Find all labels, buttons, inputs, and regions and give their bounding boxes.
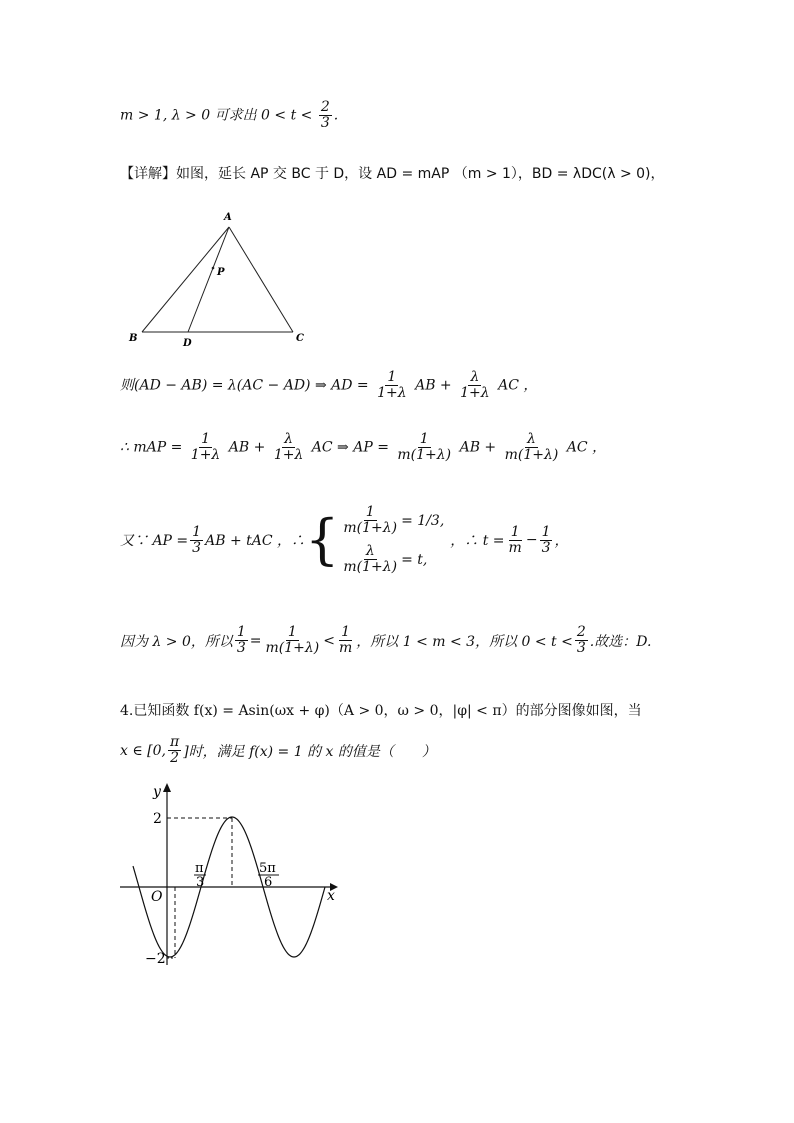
y-max-label: 2	[153, 811, 162, 827]
fraction: $\frac{1}{3}$	[192, 523, 202, 556]
y-min-label: −2	[145, 951, 166, 967]
line-3: 则(AD − AB) = λ(AC − AD) ⇒ AD = $\frac{1}{1+\lambda}$ AB + $\frac{\lambda}{1+\lambda}$ AC ，	[120, 369, 538, 401]
fraction: $\frac{2}{3}$	[320, 99, 330, 131]
fraction: $\frac{\lambda}{1+\lambda}$	[460, 369, 490, 401]
fraction: $\frac{1}{m}$	[508, 523, 522, 556]
label-d: D	[183, 338, 192, 349]
fraction: $\frac{1}{1+\lambda}$	[377, 369, 407, 401]
y-axis-arrow	[163, 783, 171, 792]
question-4-line-2: x ∈ [0, $\frac{\pi}{2}$ ]时，满足 f(x) = 1 的 x 的值是（ ）	[120, 734, 436, 766]
line-5: 又∵ AP = $\frac{1}{3}$ AB + tAC ，∴ { $\frac{1}{m(1+\lambda)}$ = 1/3, $\frac{\lambda}{m(1+\lambda)}$ = t, ，∴ t = $\frac{1}{m}$ − $\frac{1}{3}$ ，	[120, 504, 569, 575]
fraction: $\frac{\lambda}{1+\lambda}$	[273, 431, 304, 463]
tick-5pi-6-num: 5π	[259, 861, 276, 876]
line-2: 【详解】如图，延长 AP 交 BC 于 D，设 AD = mAP （m > 1），BD = λDC(λ > 0)，	[120, 166, 665, 182]
side-ab	[142, 227, 229, 332]
y-axis-label: y	[153, 784, 161, 800]
fraction: $\frac{\lambda}{m(1+\lambda)}$	[504, 431, 559, 463]
tick-pi-3-den: 3	[196, 875, 205, 890]
tick-5pi-6-den: 6	[264, 875, 273, 890]
origin-label: O	[151, 889, 163, 905]
line-1: m > 1, λ > 0 可求出 0 < t < $\frac{2}{3}$ .	[120, 99, 339, 131]
fraction: $\frac{1}{m(1+\lambda)}$	[397, 431, 452, 463]
label-c: C	[296, 333, 304, 344]
triangle-figure	[120, 205, 320, 350]
question-4-line-1: 4.已知函数 f(x) = Asin(ωx + φ)（A > 0，ω > 0，|φ| < π）的部分图像如图，当	[120, 703, 642, 719]
segment-ad	[188, 227, 229, 332]
line-1-text: m > 1, λ > 0 可求出 0 < t <	[120, 107, 313, 124]
sine-graph	[115, 780, 355, 970]
label-a: A	[224, 212, 232, 223]
tick-pi-3-num: π	[195, 861, 204, 876]
line-4: ∴ mAP = $\frac{1}{1+\lambda}$ AB + $\frac{\lambda}{1+\lambda}$ AC ⇒ AP = $\frac{1}{m(1+\lambda)}$ AB + $\frac{\lambda}{m(1+\lambda)}$ AC ，	[120, 431, 607, 463]
fraction: $\frac{1}{3}$	[541, 523, 551, 556]
equation-system: $\frac{1}{m(1+\lambda)}$ = 1/3, $\frac{\lambda}{m(1+\lambda)}$ = t,	[343, 504, 445, 575]
label-p: P	[217, 267, 225, 278]
fraction: $\frac{1}{1+\lambda}$	[190, 431, 221, 463]
point-p	[212, 267, 215, 270]
side-ac	[229, 227, 293, 332]
line-6: 因为 λ > 0，所以 $\frac{1}{3}$ = $\frac{1}{m(1+\lambda)}$ < $\frac{1}{m}$ ，所以 1 < m < 3，所以 0 < t < $\frac{2}{3}$ .故选：D.	[120, 624, 652, 656]
system-brace: {	[305, 508, 340, 571]
label-b: B	[129, 333, 138, 344]
x-axis-label: x	[327, 888, 335, 904]
